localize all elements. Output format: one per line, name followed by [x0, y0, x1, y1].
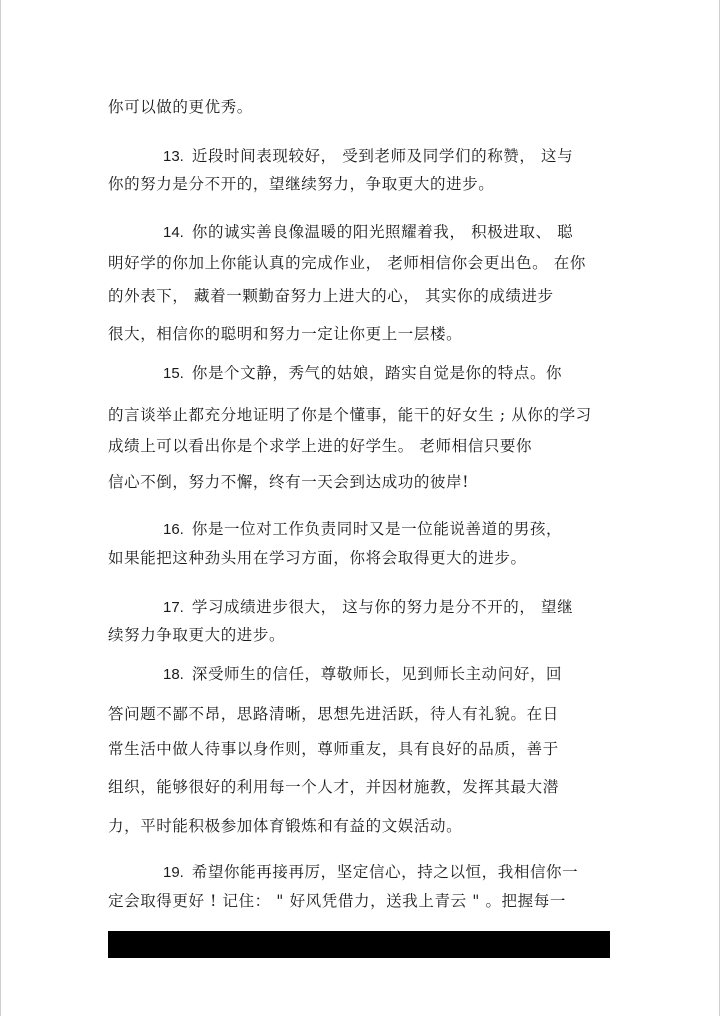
paragraph-14-line-1: 14. 你的诚实善良像温暖的阳光照耀着我， 积极进取、 聪	[163, 223, 574, 241]
paragraph-13-line-1: 13. 近段时间表现较好， 受到老师及同学们的称赞， 这与	[163, 147, 574, 165]
text-line: 很大，相信你的聪明和努力一定让你更上一层楼。	[108, 325, 463, 343]
item-number: 17.	[163, 599, 184, 616]
paragraph-17-line-1: 17. 学习成绩进步很大， 这与你的努力是分不开的， 望继	[163, 598, 574, 616]
paragraph-18-line-1: 18. 深受师生的信任，尊敬师长，见到师长主动问好，回	[163, 665, 563, 683]
text-line: 常生活中做人待事以身作则，尊师重友，具有良好的品质，善于	[108, 740, 559, 758]
item-number: 16.	[163, 521, 184, 538]
paragraph-16-line-1: 16. 你是一位对工作负责同时又是一位能说善道的男孩，	[163, 520, 563, 538]
item-number: 13.	[163, 148, 184, 165]
paragraph-15-line-1: 15. 你是个文静，秀气的姑娘，踏实自觉是你的特点。你	[163, 364, 563, 382]
paragraph-19-line-1: 19. 希望你能再接再厉，坚定信心，持之以恒，我相信你一	[163, 863, 579, 881]
redaction-bar	[108, 931, 610, 958]
text-line: 信心不倒，努力不懈，终有一天会到达成功的彼岸!	[108, 473, 470, 491]
text-line: 成绩上可以看出你是个求学上进的好学生。 老师相信只要你	[108, 437, 533, 455]
text-line: 力，平时能积极参加体育锻炼和有益的文娱活动。	[108, 817, 463, 835]
text-line: 明好学的你加上你能认真的完成作业， 老师相信你会更出色。 在你	[108, 254, 586, 272]
item-number: 15.	[163, 365, 184, 382]
text-line: 定会取得更好 ! 记住： " 好风凭借力，送我上青云 " 。把握每一	[108, 892, 566, 910]
item-number: 14.	[163, 224, 184, 241]
item-number: 19.	[163, 864, 184, 881]
text-line: 组织，能够很好的利用每一个人才，并因材施教，发挥其最大潜	[108, 778, 559, 796]
item-number: 18.	[163, 666, 184, 683]
text-line: 续努力争取更大的进步。	[108, 626, 286, 644]
text-line: 答问题不鄙不昂，思路清晰，思想先进活跃，待人有礼貌。在日	[108, 705, 559, 723]
text-line: 的言谈举止都充分地证明了你是个懂事，能干的好女生 ; 从你的学习	[108, 406, 592, 424]
text-line: 如果能把这种劲头用在学习方面，你将会取得更大的进步。	[108, 549, 527, 567]
text-line: 你可以做的更优秀。	[108, 98, 253, 116]
text-line: 的外表下， 藏着一颗勤奋努力上进大的心， 其实你的成绩进步	[108, 287, 554, 305]
text-line: 你的努力是分不开的，望继续努力，争取更大的进步。	[108, 175, 495, 193]
